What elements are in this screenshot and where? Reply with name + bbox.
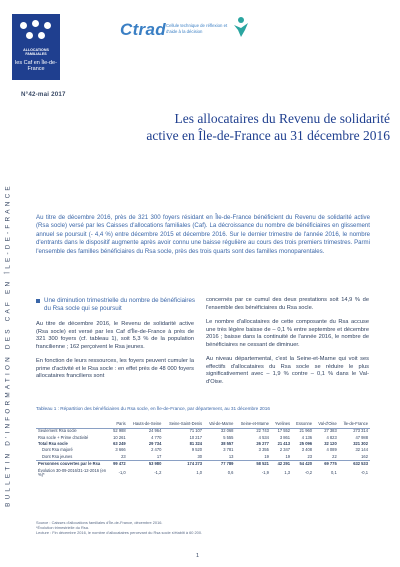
right-paragraph: concernés par ce cumul des deux prestations soit 14,9 % de l'ensemble des bénéficiaires du Rsa socle. bbox=[206, 297, 369, 311]
table-cell: -1,9 bbox=[261, 470, 269, 476]
table-cell: 81 324 bbox=[189, 441, 203, 447]
table-cell: 4 770 bbox=[151, 434, 162, 440]
table-cell: 3 861 bbox=[279, 434, 291, 440]
table-cell: 2 470 bbox=[151, 447, 162, 453]
table-cell: 17 552 bbox=[277, 428, 291, 434]
page-title bbox=[80, 110, 390, 144]
table-cell: 3 355 bbox=[258, 447, 269, 453]
table-cell: 19 bbox=[285, 453, 291, 459]
right-column bbox=[206, 297, 369, 393]
table-cell: 27 383 bbox=[324, 428, 337, 434]
table-row bbox=[36, 428, 370, 435]
table-cell: 2 347 bbox=[279, 447, 291, 453]
section-heading: Une diminution trimestrielle du nombre de bénéficiaires du Rsa socle qui se poursuit bbox=[36, 297, 196, 313]
table-cell: 321 302 bbox=[353, 441, 368, 447]
table-cell: 21 413 bbox=[277, 441, 291, 447]
table-cell: 58 521 bbox=[235, 461, 270, 468]
table-header-cell: Val-d'Oise bbox=[314, 413, 339, 428]
table-cell: 47 988 bbox=[355, 434, 368, 440]
table-header-cell: Hauts-de-Seine bbox=[128, 413, 164, 428]
beneficiaries-table bbox=[36, 413, 370, 479]
table-cell: 99 472 bbox=[109, 461, 127, 468]
table-notes bbox=[36, 520, 370, 535]
logo-allocations-text: ALLOCATIONS FAMILIALES bbox=[23, 48, 49, 57]
note-reading: Lecture : Fin décembre 2016, le nombre d'allocataires percevant du Rsa socle s'établit à 60 200. bbox=[36, 530, 203, 535]
logo-caf-text: les Caf en Île-de-France bbox=[15, 60, 57, 72]
table-cell: 1,3 bbox=[284, 470, 291, 476]
right-paragraph: Le nombre d'allocataires de cette composante du Rsa accuse une très légère baisse de – 0,1 % entre septembre et décembre 2016 ; baisse dans la continuité de l'année 2016, le nombre de bénéficiaires ne cessant de diminuer. bbox=[206, 319, 369, 348]
table-cell: 42 291 bbox=[271, 461, 292, 468]
table-cell: 23 bbox=[121, 453, 126, 459]
table-cell: -0,1 bbox=[360, 470, 368, 476]
table-cell: 174 273 bbox=[163, 461, 204, 468]
table-cell: 63 249 bbox=[113, 441, 126, 447]
ctrad-subtitle: Cellule technique de réflexion et d'aide à la décision bbox=[166, 23, 228, 34]
table-cell: 10 261 bbox=[113, 434, 126, 440]
table-cell: 4 136 bbox=[301, 434, 313, 440]
table-row-label: Total Rsa socle bbox=[38, 441, 68, 447]
table-cell: 4 823 bbox=[326, 434, 337, 440]
table-cell: 10 217 bbox=[189, 434, 203, 440]
table-cell: 0,1 bbox=[331, 470, 337, 476]
table-row-label: Dont Rsa jeunes bbox=[42, 453, 73, 459]
table-cell: 22 743 bbox=[256, 428, 269, 434]
table-cell: 22 bbox=[332, 453, 337, 459]
table-cell: -0,2 bbox=[304, 470, 313, 476]
table-cell: 54 420 bbox=[292, 461, 314, 468]
page-number: 1 bbox=[196, 553, 200, 559]
table-header-row bbox=[36, 413, 370, 428]
table-cell: 9 520 bbox=[191, 447, 203, 453]
table-row-label: Personnes couvertes par le Rsa bbox=[36, 461, 109, 468]
table-cell: 4 089 bbox=[326, 447, 337, 453]
note-evolution: *Évolution trimestrielle du Rsa. bbox=[36, 525, 89, 530]
table-cell: 71 107 bbox=[189, 428, 203, 434]
left-paragraph: Au titre de décembre 2016, le Revenu de solidarité active (Rsa socle) est versé par les Caf d'Île-de-France à près de 321 300 foyers (cf. tableau 1), soit 5,3 % de la population francilienne ; 162 perçoivent le Rsa jeunes. bbox=[36, 321, 194, 350]
table-row-label: Dont Rsa majoré bbox=[42, 447, 73, 453]
table-cell: 53 980 bbox=[128, 461, 164, 468]
table-cell: 69 775 bbox=[314, 461, 339, 468]
left-paragraph: En fonction de leurs ressources, les foyers peuvent cumuler la prime d'activité et le Rsa socle : en effet près de 48 000 foyers allocataires franciliens sont bbox=[36, 358, 194, 379]
table-cell: 52 988 bbox=[113, 428, 126, 434]
table-header-cell: Seine-et-Marne bbox=[235, 413, 270, 428]
table-caption: Tableau 1 : Répartition des bénéficiaires du Rsa socle, en Île-de-France, par département, au 31 décembre 2016 bbox=[36, 406, 270, 411]
table-cell: 32 144 bbox=[355, 447, 368, 453]
table-cell: 632 533 bbox=[339, 461, 370, 468]
table-cell: 29 734 bbox=[148, 441, 162, 447]
table-row-label: Évolution 30-09-2016/31-12-2016 (en %)* bbox=[38, 467, 107, 478]
table-cell: 17 bbox=[156, 453, 162, 459]
table-header-cell: Essonne bbox=[292, 413, 314, 428]
table-row bbox=[36, 468, 370, 479]
table-header-cell: Île-de-France bbox=[339, 413, 370, 428]
table-cell: 32 120 bbox=[324, 441, 337, 447]
table-row bbox=[36, 461, 370, 468]
table-cell: -1,2 bbox=[154, 470, 162, 476]
table-cell: 0,6 bbox=[227, 470, 234, 476]
side-bulletin-label: BULLETIN D'INFORMATION DES CAF EN ÎLE-DE-FRANCE bbox=[4, 183, 12, 507]
table-header-cell: Val-de-Marne bbox=[204, 413, 235, 428]
table-cell: 77 789 bbox=[204, 461, 235, 468]
table-header-cell: Paris bbox=[109, 413, 127, 428]
title-line-1: Les allocataires du Revenu de solidarité bbox=[174, 111, 390, 126]
table-row bbox=[36, 454, 370, 461]
table-cell: 30 bbox=[197, 453, 203, 459]
note-source: Source : Caisses d'allocations familiales d'Île-de-France, décembre 2016. bbox=[36, 520, 163, 525]
table-cell: -1,0 bbox=[118, 470, 126, 476]
person-figure-icon bbox=[232, 16, 250, 38]
table-cell: 25 096 bbox=[299, 441, 313, 447]
table-cell: 19 bbox=[264, 453, 269, 459]
table-cell: 21 960 bbox=[299, 428, 313, 434]
table-cell: 23 bbox=[307, 453, 313, 459]
table-cell: 13 bbox=[228, 453, 234, 459]
caf-logo-dots bbox=[18, 20, 54, 46]
table-cell: 3 781 bbox=[223, 447, 234, 453]
right-paragraph: Au niveau départemental, c'est la Seine-et-Marne qui voit ses effectifs d'allocataires du Rsa socle se réduire le plus significativement avec – 1,9 % contre – 0,1 % dans le Val-d'Oise. bbox=[206, 356, 369, 385]
table-row-label: Rsa socle + Prime d'activité bbox=[38, 434, 89, 440]
table-cell: 5 555 bbox=[223, 434, 234, 440]
table-cell: 3 666 bbox=[115, 447, 126, 453]
intro-paragraph: Au titre de décembre 2016, près de 321 300 foyers résidant en Île-de-France bénéficient du Revenu de solidarité active (Rsa socle) versé par les Caisses d'allocations familiales (Caf). La décroissance du nombre de bénéficiaires en glissement annuel se poursuit (- 4,4 %) entre décembre 2015 et décembre 2016. Sur le dernier trimestre de l'année 2016, le nombre d'entrants dans le dispositif augmente après avoir connu une baisse régulière au cours des trois premiers trimestres. Parmi l'ensemble des familles bénéficiaires du Rsa socle, près des trois quarts sont des familles monoparentales. bbox=[36, 214, 370, 255]
table-cell: 1,0 bbox=[196, 470, 203, 476]
table-cell: 3 408 bbox=[301, 447, 313, 453]
caf-logo bbox=[12, 14, 60, 80]
issue-number: N°42-mai 2017 bbox=[21, 91, 66, 98]
table-header-cell: Seine-Saint-Denis bbox=[163, 413, 204, 428]
bullet-square-icon bbox=[36, 299, 40, 303]
title-line-2: active en Île-de-France au 31 décembre 2016 bbox=[146, 128, 390, 143]
table-cell: 26 277 bbox=[256, 441, 269, 447]
table-header-cell: Yvelines bbox=[271, 413, 292, 428]
table-cell: 162 bbox=[361, 453, 368, 459]
left-column bbox=[36, 321, 194, 388]
table-cell: 273 314 bbox=[353, 428, 368, 434]
table-header-cell bbox=[36, 413, 109, 428]
table-cell: 4 534 bbox=[258, 434, 269, 440]
table-cell: 32 068 bbox=[220, 428, 234, 434]
ctrad-brand: Ctrad bbox=[120, 20, 166, 39]
table-cell: 24 964 bbox=[148, 428, 162, 434]
table-row-label: Seulement Rsa socle bbox=[38, 428, 77, 434]
table-cell: 38 557 bbox=[220, 441, 234, 447]
